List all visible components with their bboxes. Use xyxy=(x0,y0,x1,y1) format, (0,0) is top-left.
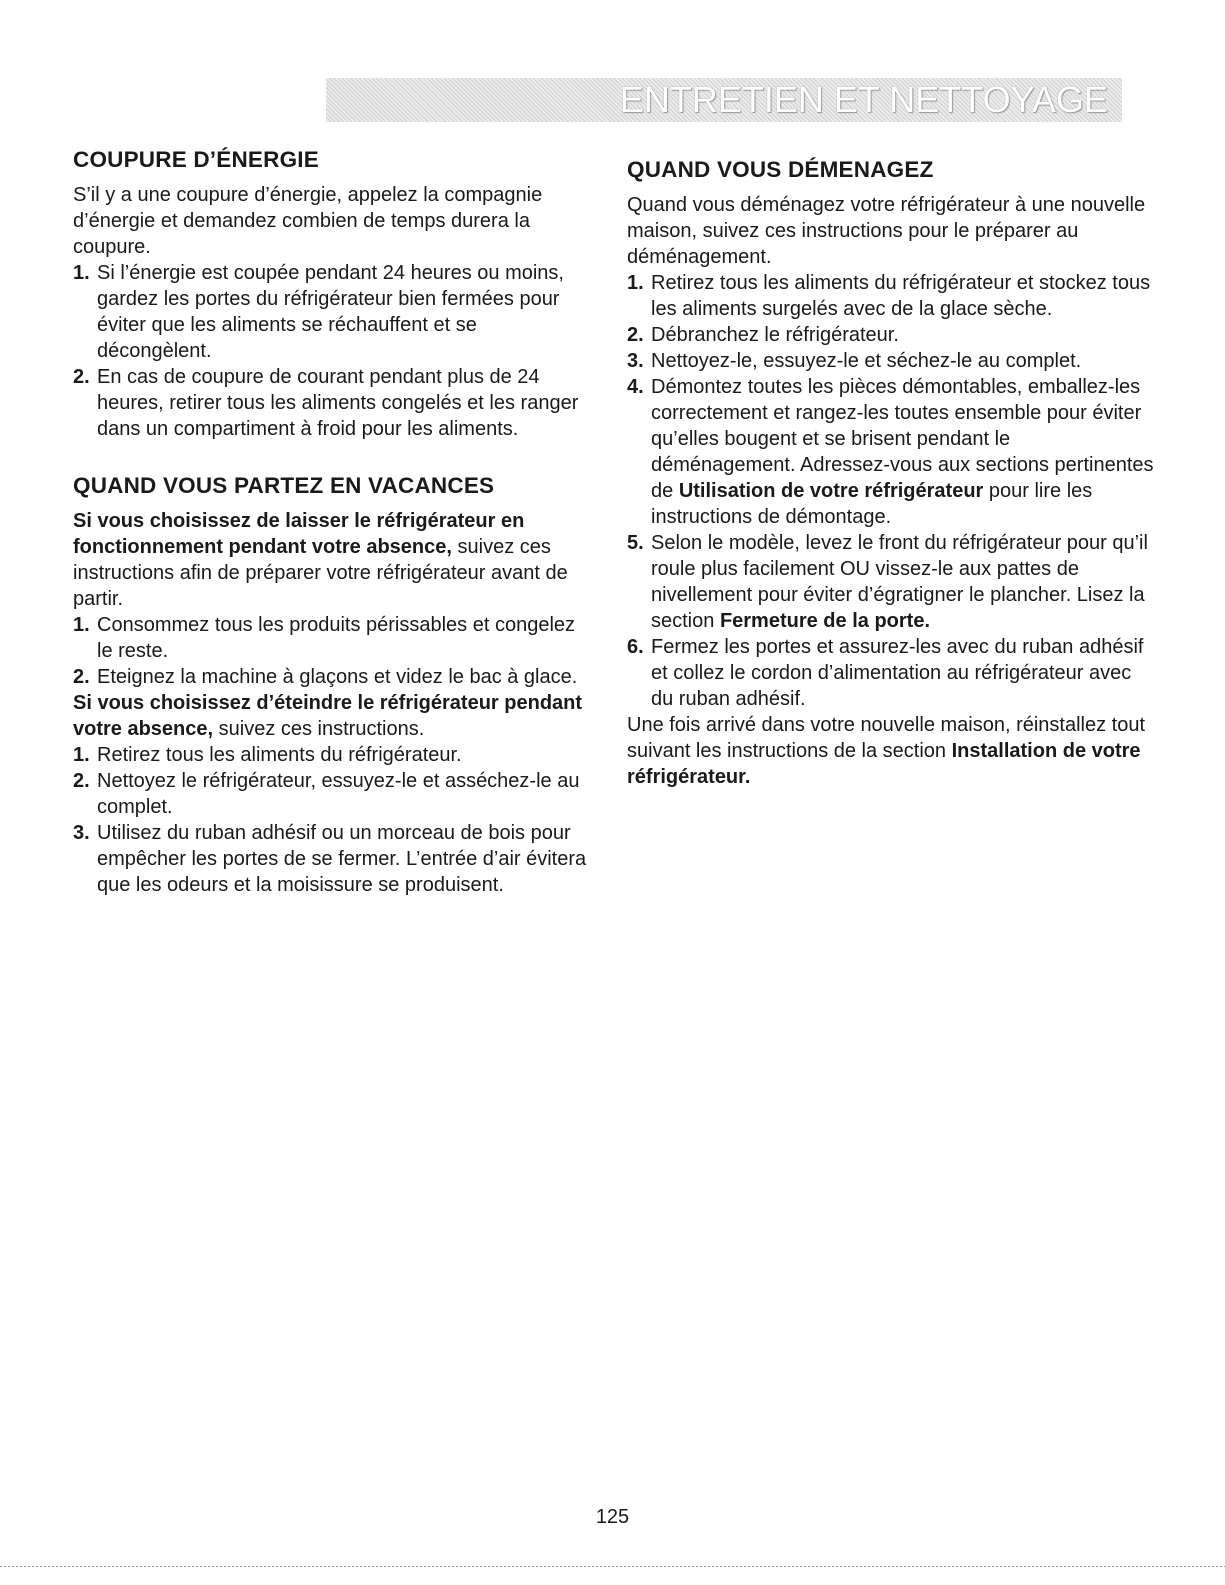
list-text: Nettoyez le réfrigérateur, essuyez-le et asséchez-le au complet. xyxy=(97,770,580,818)
list-item xyxy=(627,374,1157,530)
list-number: 2. xyxy=(73,366,90,388)
list-item xyxy=(627,322,1157,348)
list-text: Nettoyez-le, essuyez-le et séchez-le au complet. xyxy=(651,350,1082,372)
vacances-para-2 xyxy=(73,690,593,742)
list-text: Eteignez la machine à glaçons et videz le bac à glace. xyxy=(97,666,578,688)
list-text: En cas de coupure de courant pendant plus de 24 heures, retirer tous les aliments congelés et les ranger dans un compartiment à froid pour les aliments. xyxy=(97,366,579,440)
banner-title: ENTRETIEN ET NETTOYAGE xyxy=(619,79,1108,120)
heading-coupure: COUPURE D’ÉNERGIE xyxy=(73,147,319,172)
list-item xyxy=(73,664,593,690)
list-item xyxy=(627,634,1157,712)
list-item xyxy=(73,364,593,442)
demenagez-outro xyxy=(627,712,1157,790)
list-text: Retirez tous les aliments du réfrigérateur. xyxy=(97,744,462,766)
list-number: 1. xyxy=(627,272,644,294)
list-item xyxy=(627,270,1157,322)
list-number: 5. xyxy=(627,532,644,554)
vacances-para-1-bold: Si vous choisissez de laisser le réfrigérateur en fonctionnement pendant votre absence, xyxy=(73,510,525,558)
list-item xyxy=(73,742,593,768)
list-number: 2. xyxy=(73,666,90,688)
list-text: Selon le modèle, levez le front du réfrigérateur pour qu’il roule plus facilement OU vissez-le aux pattes de nivellement pour éviter d’égratigner le plancher. Lisez la section xyxy=(651,532,1148,632)
list-text: Utilisez du ruban adhésif ou un morceau de bois pour empêcher les portes de se fermer. L’entrée d’air évitera que les odeurs et la moisissure se produisent. xyxy=(97,822,587,896)
vacances-para-1-rest: suivez ces instructions afin de préparer votre réfrigérateur avant de partir. xyxy=(73,536,568,610)
list-text: pour lire les instructions de démontage. xyxy=(651,480,1093,528)
bottom-divider xyxy=(0,1566,1225,1567)
list-number: 3. xyxy=(73,822,90,844)
section-spacer xyxy=(73,442,593,472)
list-number: 1. xyxy=(73,262,90,284)
coupure-list xyxy=(73,260,593,442)
list-item xyxy=(73,820,593,898)
list-text: Retirez tous les aliments du réfrigérateur et stockez tous les aliments surgelés avec de la glace sèche. xyxy=(651,272,1151,320)
cross-reference: Utilisation de votre réfrigérateur xyxy=(678,480,984,502)
vacances-para-1 xyxy=(73,508,593,612)
list-item xyxy=(627,530,1157,634)
vacances-list-2 xyxy=(73,742,593,898)
right-column xyxy=(627,156,1157,790)
list-number: 2. xyxy=(73,770,90,792)
cross-reference: Fermeture de la porte. xyxy=(719,610,930,632)
coupure-intro: S’il y a une coupure d’énergie, appelez la compagnie d’énergie et demandez combien de temps durera la coupure. xyxy=(73,184,543,258)
demenagez-list xyxy=(627,270,1157,712)
list-item xyxy=(73,768,593,820)
list-number: 1. xyxy=(73,614,90,636)
list-number: 6. xyxy=(627,636,644,658)
vacances-para-2-bold: Si vous choisissez d’éteindre le réfrigérateur pendant votre absence, xyxy=(73,692,583,740)
demenagez-intro: Quand vous déménagez votre réfrigérateur à une nouvelle maison, suivez ces instructions pour le préparer au déménagement. xyxy=(627,194,1146,268)
list-number: 1. xyxy=(73,744,90,766)
list-text: Si l’énergie est coupée pendant 24 heures ou moins, gardez les portes du réfrigérateur bien fermées pour éviter que les aliments se réchauffent et se décongèlent. xyxy=(97,262,564,362)
list-text: Démontez toutes les pièces démontables, emballez-les correctement et rangez-les toutes ensemble pour éviter qu’elles bougent et se brisent pendant le déménagement. Adressez-vous aux sections pertinentes de xyxy=(651,376,1154,502)
list-item xyxy=(73,612,593,664)
cross-reference: Installation de votre réfrigérateur. xyxy=(627,740,1141,788)
heading-demenagez: QUAND VOUS DÉMENAGEZ xyxy=(627,157,934,182)
heading-vacances: QUAND VOUS PARTEZ EN VACANCES xyxy=(73,473,495,498)
list-number: 2. xyxy=(627,324,644,346)
vacances-list-1 xyxy=(73,612,593,690)
list-number: 4. xyxy=(627,376,644,398)
list-number: 3. xyxy=(627,350,644,372)
outro-text: Une fois arrivé dans votre nouvelle maison, réinstallez tout suivant les instructions de la section xyxy=(627,714,1146,762)
left-column xyxy=(73,146,593,898)
section-banner xyxy=(326,78,1122,122)
list-text: Fermez les portes et assurez-les avec du ruban adhésif et collez le cordon d’alimentation au réfrigérateur avec du ruban adhésif. xyxy=(651,636,1144,710)
list-item xyxy=(73,260,593,364)
page-number: 125 xyxy=(595,1506,630,1528)
list-item xyxy=(627,348,1157,374)
list-text: Débranchez le réfrigérateur. xyxy=(651,324,899,346)
list-text: Consommez tous les produits périssables et congelez le reste. xyxy=(97,614,576,662)
vacances-para-2-rest: suivez ces instructions. xyxy=(213,718,425,740)
